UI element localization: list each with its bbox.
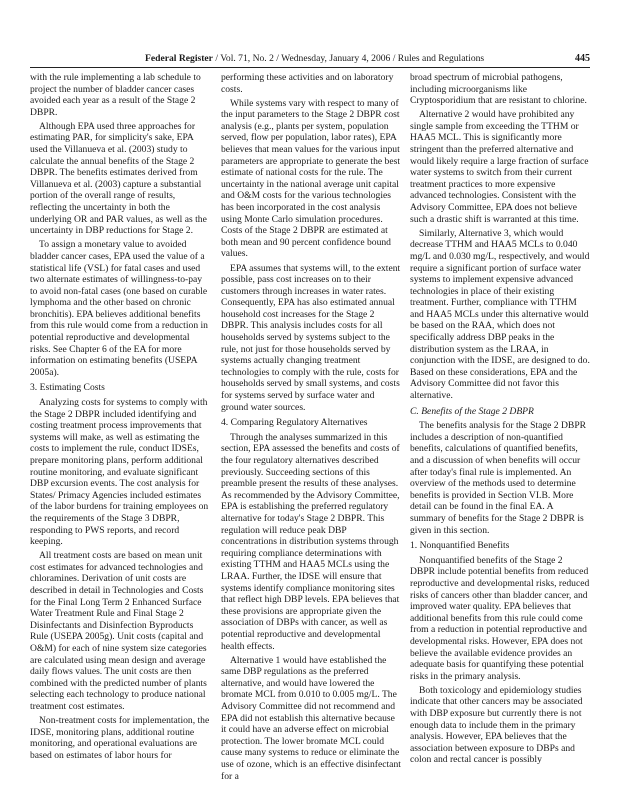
page-header — [30, 52, 590, 66]
paragraph: with the rule implementing a lab schedule to project the number of bladder cancer cases avoided each year as a result of the Stage 2 DBPR. — [30, 72, 201, 118]
paragraph: Both toxicology and epidemiology studies indicate that other cancers may be associated with DBP exposure but currently there is not enough data to include them in the primary analysis. However, EPA believes that the association between exposure to DBPs and colon and rectal cancer is possibly — [410, 684, 583, 766]
paragraph: Non-treatment costs for implementation, the IDSE, monitoring plans, additional routine monitoring, and operational evaluations are based on estimates of labor hours for — [30, 715, 210, 761]
paragraph: Alternative 2 would have prohibited any single sample from exceeding the TTHM or HAA5 MCL. This is significantly more stringent than the preferred alternative and would likely require a large fraction of surface water systems to switch from their current treatment practices to more expensive advanced technologies. Consistent with the Advisory Committee, EPA does not believe such a drastic shift is warranted at this time. — [410, 109, 589, 225]
paragraph: broad spectrum of microbial pathogens, including microorganisms like Cryptosporidium that are resistant to chlorine. — [410, 72, 587, 107]
header-citation — [145, 52, 484, 66]
header-rule — [30, 67, 590, 68]
section-heading: 4. Comparing Regulatory Alternatives — [221, 417, 368, 429]
text-column-left — [30, 72, 210, 784]
section-heading: C. Benefits of the Stage 2 DBPR — [410, 405, 534, 417]
paragraph: While systems vary with respect to many of the input parameters to the Stage 2 DBPR cost analysis (e.g., plants per system, population served, flow per population, labor rates), EPA believes that mean values for the various input parameters are appropriate to generate the best estimate of national costs for the rule. The uncertainty in the national average unit capital and O&M costs for the various technologies has been incorporated in the cost analysis using Monte Carlo simulation procedures. Costs of the Stage 2 DBPR are estimated at both mean and 90 percent confidence bound values. — [221, 97, 400, 260]
text-column-right — [410, 72, 590, 784]
paragraph: The benefits analysis for the Stage 2 DBPR includes a description of non-quantified benefits, calculations of quantified benefits, and a discussion of when benefits will occur after today's final rule is implemented. An overview of the methods used to determine benefits is provided in Section VI.B. More detail can be found in the final EA. A summary of benefits for the Stage 2 DBPR is given in this section. — [410, 420, 587, 536]
paragraph: Through the analyses summarized in this section, EPA assessed the benefits and costs of the four regulatory alternatives described previously. Succeeding sections of this preamble present the results of these analyses. As recommended by the Advisory Committee, EPA is establishing the preferred regulatory alternative for today's Stage 2 DBPR. This regulation will reduce peak DBP concentrations in distribution systems through requiring compliance determinations with existing TTHM and HAA5 MCLs using the LRAA. Further, the IDSE will ensure that systems identify compliance monitoring sites that reflect high DBP levels. EPA believes that these provisions are appropriate given the association of DBPs with cancer, as well as potential reproductive and developmental health effects. — [221, 431, 400, 652]
paragraph: EPA assumes that systems will, to the extent possible, pass cost increases on to their customers through increases in water rates. Consequently, EPA has also estimated annual household cost increases for the Stage 2 DBPR. This analysis includes costs for all households served by systems subject to the rule, not just for those households served by systems actually changing treatment technologies to comply with the rule, costs for households served by small systems, and costs for systems served by surface water and ground water sources. — [221, 262, 401, 413]
paragraph: Nonquantified benefits of the Stage 2 DBPR include potential benefits from reduced reproductive and developmental risks, reduced risks of cancers other than bladder cancer, and improved water quality. EPA believes that additional benefits from this rule could come from a reduction in potential reproductive and developmental risks. However, EPA does not believe the available evidence provides an adequate basis for quantifying these potential risks in the primary analysis. — [410, 554, 590, 682]
page-number: 445 — [575, 53, 590, 64]
paragraph: All treatment costs are based on mean unit cost estimates for advanced technologies and chloramines. Derivation of unit costs are described in detail in Technologies and Costs for the Final Long Term 2 Enhanced Surface Water Treatment Rule and Final Stage 2 Disinfectants and Disinfection Byproducts Rule (USEPA 2005g). Unit costs (capital and O&M) for each of nine system size categories are calculated using mean design and average daily flows values. The unit costs are then combined with the predicted number of plants selecting each technology to produce national treatment cost estimates. — [30, 550, 207, 712]
header-details: / Vol. 71, No. 2 / Wednesday, January 4, 2006 / Rules and Regulations — [212, 53, 485, 64]
section-heading: 1. Nonquantified Benefits — [410, 540, 510, 552]
paragraph: Alternative 1 would have established the same DBP regulations as the preferred alternative, and would have lowered the bromate MCL from 0.010 to 0.005 mg/L. The Advisory Committee did not recommend and EPA did not establish this alternative because it could have an adverse effect on microbial protection. The lower bromate MCL could cause many systems to reduce or eliminate the use of ozone, which is an effective disinfectant for a — [221, 654, 401, 782]
header-journal: Federal Register — [145, 53, 213, 64]
paragraph: To assign a monetary value to avoided bladder cancer cases, EPA used the value of a statistical life (VSL) for fatal cases and used two alternate estimates of willingness-to-pay to avoid non-fatal cases (one based on curable lymphoma and the other based on chronic bronchitis). EPA believes additional benefits from this rule would come from a reduction in potential reproductive and developmental risks. See Chapter 6 of the EA for more information on estimating benefits (USEPA 2005a). — [30, 239, 208, 378]
text-column-middle — [221, 72, 401, 784]
paragraph: performing these activities and on laboratory costs. — [221, 72, 394, 95]
paragraph: Similarly, Alternative 3, which would decrease TTHM and HAA5 MCLs to 0.040 mg/L and 0.030 mg/L, respectively, and would require a significant portion of surface water systems to implement expensive advanced technologies in place of their existing treatment. Further, compliance with TTHM and HAA5 MCLs under this alternative would be based on the RAA, which does not specifically address DBP peaks in the distribution system as the LRAA, in conjunction with the IDSE, are designed to do. Based on these considerations, EPA and the Advisory Committee did not favor this alternative. — [410, 227, 590, 402]
paragraph: Analyzing costs for systems to comply with the Stage 2 DBPR included identifying and costing treatment process improvements that systems will make, as well as estimating the costs to implement the rule, conduct IDSEs, prepare monitoring plans, perform additional routine monitoring, and evaluate significant DBP excursion events. The cost analysis for States/ Primacy Agencies included estimates of the labor burdens for training employees on the requirements of the Stage 3 DBPR, responding to PWS reports, and record keeping. — [30, 397, 209, 548]
section-heading: 3. Estimating Costs — [30, 382, 105, 394]
paragraph: Although EPA used three approaches for estimating PAR, for simplicity's sake, EPA used the Villanueva et al. (2003) study to calculate the annual benefits of the Stage 2 DBPR. The benefits estimates derived from Villanueva et al. (2003) capture a substantial portion of the overall range of results, reflecting the uncertainty in both the underlying OR and PAR values, as well as the uncertainty in DBP reductions for Stage 2. — [30, 120, 207, 237]
